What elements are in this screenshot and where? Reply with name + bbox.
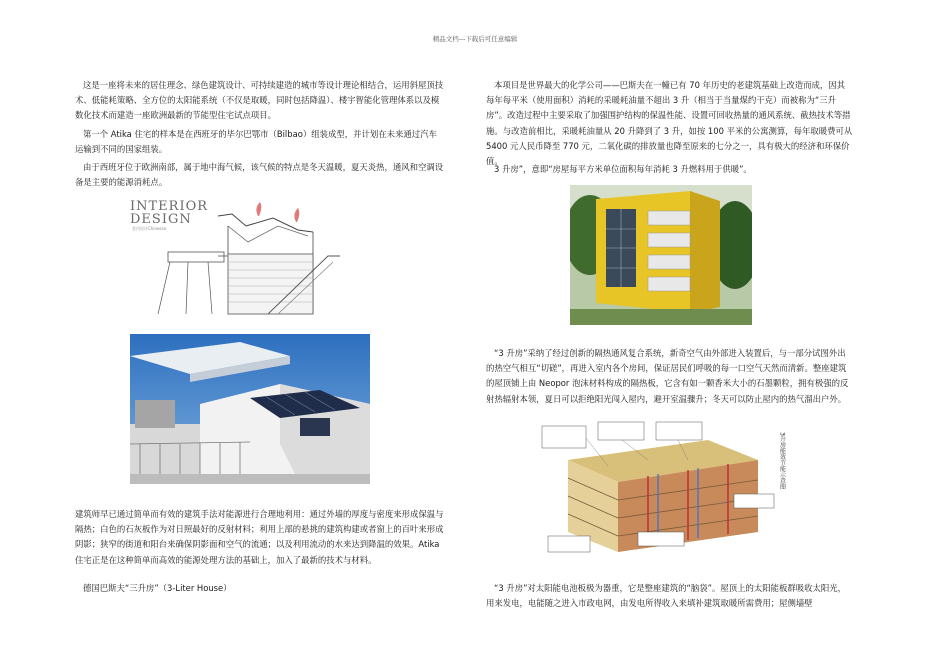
elevation-drawing-figure	[128, 196, 340, 322]
left-paragraph-4	[75, 507, 445, 568]
elevation-drawing	[128, 196, 340, 322]
left-paragraph-5	[75, 581, 445, 596]
left-paragraph-4-text: 建筑师早已通过简单而有效的建筑手法对能源进行合理地利用：通过外墙的厚度与密度来形成保温与隔热；白色的石灰板作为对日照最好的反射材料；利用上部的悬挑的建筑构建或者窗上的百叶来形成阴影；狭窄的街道和阳台来确保阴影面和空气的流通；以及利用流动的水来达到降温的效果。Atika 住宅正是在这种简单而高效的能源处理方法的基础上，加入了最新的技术与材料。	[75, 509, 444, 565]
cutaway-side-label: 3升房能效节能示意图	[778, 432, 786, 490]
right-paragraph-4	[486, 581, 853, 611]
right-paragraph-4-text: “3 升房”对太阳能电池板极为器重，它是整座建筑的“脑袋”。屋顶上的太阳能板群吸收太阳光，用来发电，电能随之进入市政电网，由发电所得收入来填补建筑取暖所需费用；屋侧墙壁	[486, 583, 846, 609]
cutaway-diagram-art	[538, 420, 794, 560]
logo-line1: INTERIOR	[130, 199, 209, 214]
cutaway-diagram	[538, 420, 794, 560]
yellow-building-photo	[570, 185, 752, 325]
left-paragraph-1-text: 这是一座将未来的居住理念、绿色建筑设计、可持续建造的城市等设计理论相结合，运用斜屋顶技术、低能耗策略、全方位的太阳能系统（不仅是取暖，同时包括降温）、楼宇智能化管理体系以及模数化技术而建造一座欧洲最新的节能型住宅试点项目。	[75, 80, 444, 121]
left-paragraph-3	[75, 160, 445, 190]
right-paragraph-3-text: “3 升房”采纳了经过创新的隔热通风复合系统，新奇空气由外部进入装置后，与一部分试图外出的热空气相互“切磋”，再进入室内各个房间，保证居民们呼吸的每一口空气天然而清新。整座建筑的屋顶铺上由 Neopor 泡沫材料构成的隔热板，它含有如一颗香米大小的石墨颗粒，拥有极强的反射热辐射本领，夏日可以拒绝阳光闯入屋内，避开室温骤升；冬天可以防止屋内的热气溜出户外。	[486, 348, 849, 404]
left-paragraph-2	[75, 127, 445, 157]
left-paragraph-5-text: 德国巴斯夫“三升房”（3-Liter House）	[83, 583, 232, 593]
logo-line3: 室内设计Chinesse	[132, 226, 167, 231]
left-paragraph-3-text: 由于西班牙位于欧洲南部，属于地中海气候，该气候的特点是冬天温暖，夏天炎热，通风和空调设备是主要的能源消耗点。	[75, 162, 444, 188]
left-paragraph-1	[75, 78, 445, 124]
left-paragraph-2-text: 第一个 Atika 住宅的样本是在西班牙的毕尔巴鄂市（Bilbao）组装成型，并计划在未来通过汽车运输到不同的国家组装。	[75, 129, 437, 155]
rooftop-photo-art	[130, 334, 370, 484]
yellow-building-art	[570, 185, 752, 325]
right-paragraph-2-text: 3 升房”，意即“房屋每平方米单位面积每年消耗 3 升燃料用于供暖”。	[494, 164, 752, 174]
page-header: 精品文档---下载后可任意编辑	[432, 35, 518, 43]
right-paragraph-1	[486, 78, 853, 169]
right-paragraph-1-text: 本项目是世界最大的化学公司——巴斯夫在一幢已有 70 年历史的老建筑基础上改造而成，因其每年每平米（使用面积）消耗的采暖耗油量不超出 3 升（相当于当量煤约干克）而被称为“三升房”。改造过程中主要采取了加强围护结构的保温性能、设置可回收热量的通风系统、截热技术等措施。与改造前相比，采暖耗油量从 20 升降到了 3 升，如按 100 平米的公寓测算，每年取暖费可从 5400 元人民币降至 770 元，二氧化碳的排放量也降至原来的七分之一，具有极大的经济和环保价值。	[486, 80, 853, 167]
right-paragraph-2	[486, 162, 853, 177]
logo-line2: DESIGN	[130, 212, 192, 227]
right-paragraph-3	[486, 346, 853, 407]
rooftop-photo	[130, 334, 370, 484]
